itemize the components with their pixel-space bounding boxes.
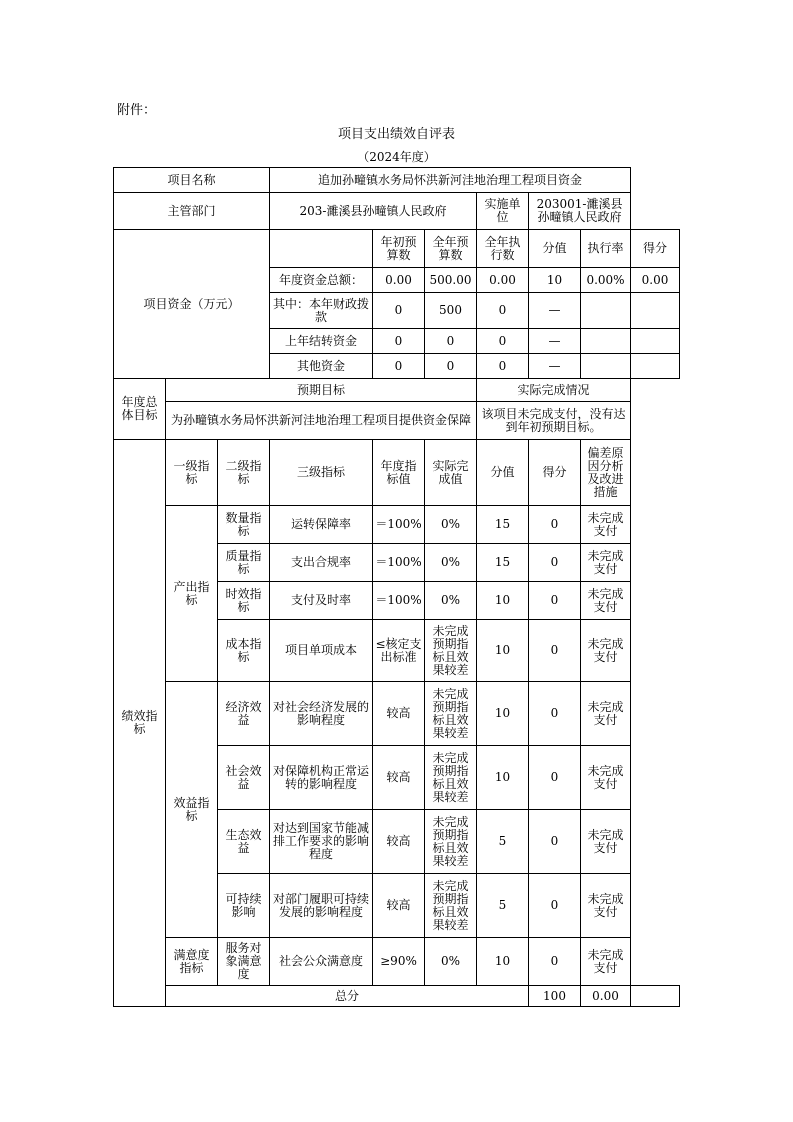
dept-label: 主管部门 bbox=[114, 193, 270, 230]
indicator-l3: 社会公众满意度 bbox=[270, 938, 373, 986]
funds-cell: 0 bbox=[373, 354, 425, 379]
funds-cell: 0 bbox=[477, 329, 529, 354]
indicator-value: 5 bbox=[477, 810, 529, 874]
total-value: 100 bbox=[529, 986, 581, 1007]
indicator-header: 实际完成值 bbox=[425, 440, 477, 506]
indicator-target: ＝100% bbox=[373, 582, 425, 620]
indicators-label: 绩效指标 bbox=[114, 440, 166, 1007]
indicator-l2: 数量指标 bbox=[218, 506, 270, 544]
indicator-l2: 成本指标 bbox=[218, 620, 270, 682]
funds-header: 得分 bbox=[631, 230, 680, 268]
funds-cell: 0 bbox=[477, 293, 529, 329]
indicator-score: 0 bbox=[529, 746, 581, 810]
expected-goal: 为孙疃镇水务局怀洪新河洼地治理工程项目提供资金保障 bbox=[166, 402, 477, 440]
benefit-indicator-label: 效益指标 bbox=[166, 682, 218, 938]
funds-row-label: 其中：本年财政拨款 bbox=[270, 293, 373, 329]
project-name-value: 追加孙疃镇水务局怀洪新河洼地治理工程项目资金 bbox=[270, 168, 631, 193]
indicator-reason: 未完成支付 bbox=[581, 874, 631, 938]
funds-cell: 0 bbox=[373, 293, 425, 329]
actual-goal-header: 实际完成情况 bbox=[477, 379, 631, 402]
indicator-actual: 0% bbox=[425, 938, 477, 986]
indicator-reason: 未完成支付 bbox=[581, 582, 631, 620]
funds-cell bbox=[631, 293, 680, 329]
impl-value: 203001-濉溪县孙疃镇人民政府 bbox=[529, 193, 631, 230]
goals-label: 年度总体目标 bbox=[114, 379, 166, 440]
indicator-actual: 未完成预期指标且效果较差 bbox=[425, 810, 477, 874]
indicator-header: 一级指标 bbox=[166, 440, 218, 506]
project-name-label: 项目名称 bbox=[114, 168, 270, 193]
actual-goal: 该项目未完成支付，没有达到年初预期目标。 bbox=[477, 402, 631, 440]
funds-cell: 0.00 bbox=[477, 268, 529, 293]
indicator-value: 15 bbox=[477, 544, 529, 582]
indicator-l2: 时效指标 bbox=[218, 582, 270, 620]
indicator-target: ≥90% bbox=[373, 938, 425, 986]
indicator-reason: 未完成支付 bbox=[581, 938, 631, 986]
indicator-target: ＝100% bbox=[373, 544, 425, 582]
indicator-l2: 经济效益 bbox=[218, 682, 270, 746]
indicator-actual: 0% bbox=[425, 506, 477, 544]
funds-cell: 0 bbox=[425, 329, 477, 354]
funds-header: 执行率 bbox=[581, 230, 631, 268]
indicator-value: 10 bbox=[477, 620, 529, 682]
indicator-actual: 未完成预期指标且效果较差 bbox=[425, 620, 477, 682]
indicator-header: 三级指标 bbox=[270, 440, 373, 506]
indicator-target: 较高 bbox=[373, 746, 425, 810]
indicator-l2: 可持续影响 bbox=[218, 874, 270, 938]
indicator-score: 0 bbox=[529, 506, 581, 544]
page-title: 项目支出绩效自评表 bbox=[337, 127, 455, 142]
indicator-l3: 对保障机构正常运转的影响程度 bbox=[270, 746, 373, 810]
indicator-score: 0 bbox=[529, 682, 581, 746]
funds-cell: — bbox=[529, 329, 581, 354]
indicator-value: 10 bbox=[477, 582, 529, 620]
funds-row-label: 年度资金总额： bbox=[270, 268, 373, 293]
satisfaction-indicator-label: 满意度指标 bbox=[166, 938, 218, 986]
impl-label: 实施单位 bbox=[477, 193, 529, 230]
funds-header: 全年执行数 bbox=[477, 230, 529, 268]
indicator-target: ≤核定支出标准 bbox=[373, 620, 425, 682]
total-score: 0.00 bbox=[581, 986, 631, 1007]
indicator-value: 15 bbox=[477, 506, 529, 544]
indicator-score: 0 bbox=[529, 544, 581, 582]
funds-cell bbox=[581, 354, 631, 379]
indicator-score: 0 bbox=[529, 874, 581, 938]
indicator-actual: 未完成预期指标且效果较差 bbox=[425, 746, 477, 810]
indicator-header: 偏差原因分析及改进措施 bbox=[581, 440, 631, 506]
funds-cell bbox=[581, 329, 631, 354]
indicator-l2: 社会效益 bbox=[218, 746, 270, 810]
dept-value: 203-濉溪县孙疃镇人民政府 bbox=[270, 193, 477, 230]
indicator-target: 较高 bbox=[373, 810, 425, 874]
indicator-score: 0 bbox=[529, 938, 581, 986]
evaluation-table bbox=[113, 167, 680, 1007]
indicator-reason: 未完成支付 bbox=[581, 746, 631, 810]
funds-row-label: 上年结转资金 bbox=[270, 329, 373, 354]
indicator-header: 二级指标 bbox=[218, 440, 270, 506]
indicator-value: 10 bbox=[477, 938, 529, 986]
indicator-value: 5 bbox=[477, 874, 529, 938]
year-label: （2024年度） bbox=[357, 150, 436, 164]
indicator-reason: 未完成支付 bbox=[581, 544, 631, 582]
indicator-actual: 未完成预期指标且效果较差 bbox=[425, 874, 477, 938]
indicator-l2: 生态效益 bbox=[218, 810, 270, 874]
indicator-l3: 项目单项成本 bbox=[270, 620, 373, 682]
total-label: 总分 bbox=[166, 986, 529, 1007]
funds-cell: 10 bbox=[529, 268, 581, 293]
indicator-score: 0 bbox=[529, 810, 581, 874]
indicator-l3: 支出合规率 bbox=[270, 544, 373, 582]
indicator-actual: 0% bbox=[425, 582, 477, 620]
funds-row-label: 其他资金 bbox=[270, 354, 373, 379]
funds-cell: 0.00 bbox=[631, 268, 680, 293]
indicator-l3: 对达到国家节能减排工作要求的影响程度 bbox=[270, 810, 373, 874]
funds-cell: — bbox=[529, 293, 581, 329]
indicator-value: 10 bbox=[477, 746, 529, 810]
funds-cell bbox=[631, 329, 680, 354]
indicator-reason: 未完成支付 bbox=[581, 810, 631, 874]
funds-cell: 0 bbox=[425, 354, 477, 379]
indicator-value: 10 bbox=[477, 682, 529, 746]
output-indicator-label: 产出指标 bbox=[166, 506, 218, 682]
indicator-l2: 质量指标 bbox=[218, 544, 270, 582]
indicator-l3: 支付及时率 bbox=[270, 582, 373, 620]
indicator-reason: 未完成支付 bbox=[581, 682, 631, 746]
funds-cell bbox=[631, 354, 680, 379]
indicator-l2: 服务对象满意度 bbox=[218, 938, 270, 986]
funds-cell: 0.00 bbox=[373, 268, 425, 293]
funds-label: 项目资金（万元） bbox=[114, 230, 270, 379]
funds-header: 全年预算数 bbox=[425, 230, 477, 268]
indicator-reason: 未完成支付 bbox=[581, 506, 631, 544]
total-blank bbox=[631, 986, 680, 1007]
indicator-header: 分值 bbox=[477, 440, 529, 506]
indicator-l3: 运转保障率 bbox=[270, 506, 373, 544]
indicator-header: 年度指标值 bbox=[373, 440, 425, 506]
funds-cell: 0 bbox=[373, 329, 425, 354]
indicator-score: 0 bbox=[529, 582, 581, 620]
indicator-target: 较高 bbox=[373, 682, 425, 746]
indicator-l3: 对社会经济发展的影响程度 bbox=[270, 682, 373, 746]
funds-cell: 500.00 bbox=[425, 268, 477, 293]
indicator-l3: 对部门履职可持续发展的影响程度 bbox=[270, 874, 373, 938]
indicator-target: ＝100% bbox=[373, 506, 425, 544]
funds-header: 分值 bbox=[529, 230, 581, 268]
indicator-score: 0 bbox=[529, 620, 581, 682]
funds-header-blank bbox=[270, 230, 373, 268]
indicator-actual: 0% bbox=[425, 544, 477, 582]
funds-cell: — bbox=[529, 354, 581, 379]
indicator-actual: 未完成预期指标且效果较差 bbox=[425, 682, 477, 746]
funds-cell: 0 bbox=[477, 354, 529, 379]
funds-cell: 500 bbox=[425, 293, 477, 329]
indicator-reason: 未完成支付 bbox=[581, 620, 631, 682]
funds-header: 年初预算数 bbox=[373, 230, 425, 268]
indicator-header: 得分 bbox=[529, 440, 581, 506]
expected-goal-header: 预期目标 bbox=[166, 379, 477, 402]
funds-cell: 0.00% bbox=[581, 268, 631, 293]
attachment-label: 附件： bbox=[117, 103, 157, 118]
funds-cell bbox=[581, 293, 631, 329]
indicator-target: 较高 bbox=[373, 874, 425, 938]
